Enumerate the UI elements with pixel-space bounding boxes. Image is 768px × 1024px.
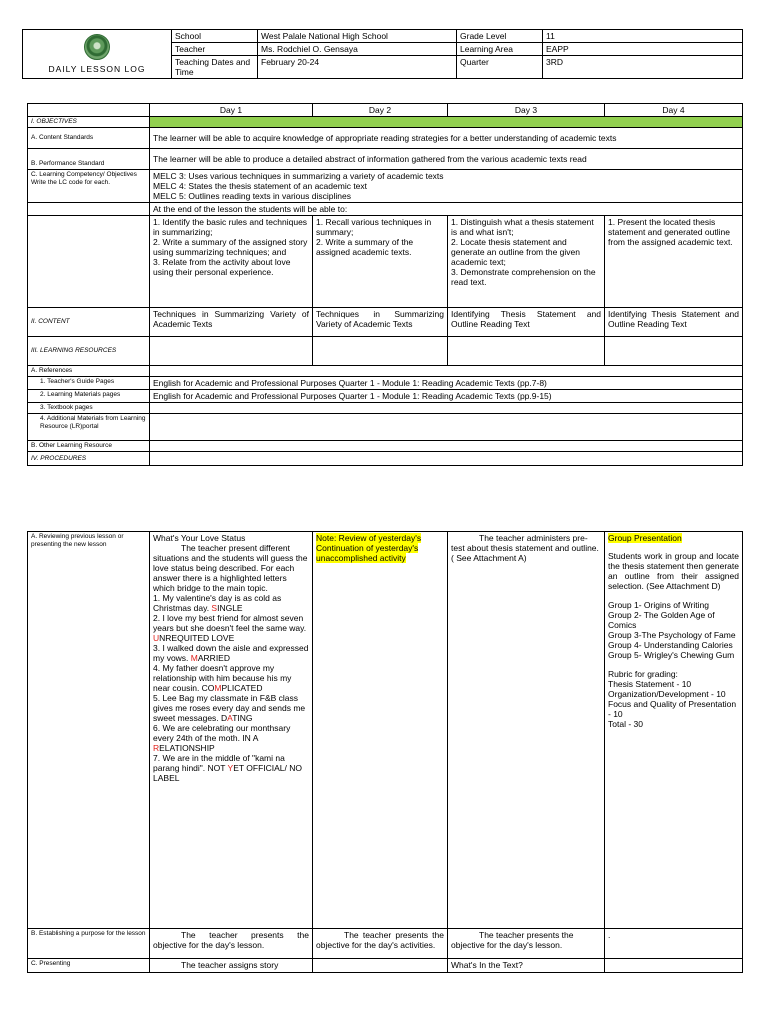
teachers-guide-label: 1. Teacher's Guide Pages bbox=[28, 377, 150, 390]
other-resource-value bbox=[150, 441, 743, 452]
performance-text: The learner will be able to produce a detailed abstract of information gathered from the various academic texts read bbox=[150, 149, 743, 170]
other-resource-label: B. Other Learning Resource bbox=[28, 441, 150, 452]
performance-label: B. Performance Standard bbox=[28, 149, 150, 170]
resources-day-1 bbox=[150, 337, 313, 366]
purpose-day-3: The teacher presents the objective for the day's lesson. bbox=[448, 929, 605, 959]
love-item-2: 2. I love my best friend for almost seven years but she doesn't feel the same way. UNREQUITED LOVE bbox=[153, 613, 307, 643]
rubric-thesis: Thesis Statement - 10 bbox=[608, 679, 692, 689]
quarter-value: 3RD bbox=[543, 56, 743, 79]
purpose-label: B. Establishing a purpose for the lesson bbox=[28, 929, 150, 959]
lesson-end-text: At the end of the lesson the students will be able to: bbox=[150, 203, 743, 216]
objectives-table bbox=[27, 103, 743, 466]
rubric-organization: Organization/Development - 10 Focus and Quality of Presentation - 10 bbox=[608, 689, 737, 719]
textbook-label: 3. Textbook pages bbox=[28, 403, 150, 414]
love-item-6: 6. We are celebrating our monthsary every 24th of the moth. IN A RELATIONSHIP bbox=[153, 723, 291, 753]
review-day-3: The teacher administers pre-test about thesis statement and outline. ( See Attachment A) bbox=[448, 532, 605, 929]
grade-level-label: Grade Level bbox=[457, 30, 543, 43]
day-4-header: Day 4 bbox=[605, 104, 743, 117]
melc-4: MELC 4: States the thesis statement of an academic text bbox=[153, 181, 368, 191]
review-day-2 bbox=[313, 532, 448, 929]
group-2: Group 2- The Golden Age of Comics bbox=[608, 610, 715, 630]
grade-level-value: 11 bbox=[543, 30, 743, 43]
learning-materials-label: 2. Learning Materials pages bbox=[28, 390, 150, 403]
content-day-2: Techniques in Summarizing Variety of Academic Texts bbox=[313, 308, 448, 337]
objectives-day-1: 1. Identify the basic rules and techniques in summarizing; 2. Write a summary of the assigned story using summarizing techniques; and 3. Relate from the activity about love using their personal experience. bbox=[150, 216, 313, 308]
day-3-header: Day 3 bbox=[448, 104, 605, 117]
rubric-title: Rubric for grading: bbox=[608, 669, 678, 679]
objectives-day-4: 1. Present the located thesis statement and generated outline from the assigned academic text. bbox=[605, 216, 743, 308]
objectives-day-2: 1. Recall various techniques in summary; 2. Write a summary of the assigned academic texts. bbox=[313, 216, 448, 308]
school-seal-icon bbox=[84, 34, 110, 60]
teacher-label: Teacher bbox=[172, 43, 258, 56]
procedures-table bbox=[27, 531, 743, 973]
presenting-label: C. Presenting bbox=[28, 959, 150, 973]
learning-materials-value: English for Academic and Professional Purposes Quarter 1 - Module 1: Reading Academic Texts (pp.9-15) bbox=[150, 390, 743, 403]
textbook-value bbox=[150, 403, 743, 414]
procedures-value bbox=[150, 452, 743, 466]
group-1: Group 1- Origins of Writing bbox=[608, 600, 709, 610]
purpose-day-4: . bbox=[605, 929, 743, 959]
teachers-guide-value: English for Academic and Professional Purposes Quarter 1 - Module 1: Reading Academic Texts (pp.7-8) bbox=[150, 377, 743, 390]
corner-cell bbox=[28, 104, 150, 117]
competency-label: C. Learning Competency/ Objectives Write the LC code for each. bbox=[28, 170, 150, 203]
review-day-4 bbox=[605, 532, 743, 929]
obj-label-spacer bbox=[28, 216, 150, 308]
lesson-end-spacer bbox=[28, 203, 150, 216]
content-day-4: Identifying Thesis Statement and Outline Reading Text bbox=[605, 308, 743, 337]
group-3: Group 3-The Psychology of Fame bbox=[608, 630, 736, 640]
love-status-title: What's Your Love Status bbox=[153, 533, 246, 543]
presenting-day-4 bbox=[605, 959, 743, 973]
love-item-3: 3. I walked down the aisle and expressed my vows. MARRIED bbox=[153, 643, 309, 663]
resources-day-3 bbox=[448, 337, 605, 366]
objectives-green-bar bbox=[150, 117, 743, 128]
presenting-day-3: What's In the Text? bbox=[448, 959, 605, 973]
love-item-4: 4. My father doesn't approve my relationship with him because his my near cousin. COMPLICATED bbox=[153, 663, 292, 693]
group-4: Group 4- Understanding Calories bbox=[608, 640, 733, 650]
learning-area-value: EAPP bbox=[543, 43, 743, 56]
content-day-3: Identifying Thesis Statement and Outline Reading Text bbox=[448, 308, 605, 337]
presenting-day-1: The teacher assigns story bbox=[150, 959, 313, 973]
melc-5: MELC 5: Outlines reading texts in various disciplines bbox=[153, 191, 351, 201]
content-day-1: Techniques in Summarizing Variety of Academic Texts bbox=[150, 308, 313, 337]
purpose-day-2: The teacher presents the objective for the day's activities. bbox=[313, 929, 448, 959]
references-value bbox=[150, 366, 743, 377]
objectives-day-3: 1. Distinguish what a thesis statement is and what isn't; 2. Locate thesis statement and generate an outline from the given academic text; 3. Demonstrate comprehension on the read text. bbox=[448, 216, 605, 308]
day-2-note: Note: Review of yesterday's Continuation of yesterday's unaccomplished activity bbox=[316, 533, 422, 563]
resources-heading: III. LEARNING RESOURCES bbox=[28, 337, 150, 366]
review-day-1 bbox=[150, 532, 313, 929]
melc-3: MELC 3: Uses various techniques in summarizing a variety of academic texts bbox=[153, 171, 444, 181]
day-1-header: Day 1 bbox=[150, 104, 313, 117]
melc-list bbox=[150, 170, 743, 203]
quarter-label: Quarter bbox=[457, 56, 543, 79]
love-item-1: 1. My valentine's day is as cold as Christmas day. SINGLE bbox=[153, 593, 282, 613]
school-value: West Palale National High School bbox=[258, 30, 457, 43]
love-item-5: 5. Lee Bag my classmate in F&B class gives me roses every day and sends me sweet messages. DATING bbox=[153, 693, 306, 723]
purpose-day-1: The teacher presents the objective for the day's lesson. bbox=[150, 929, 313, 959]
log-title: DAILY LESSON LOG bbox=[48, 64, 146, 74]
teacher-value: Ms. Rodchiel O. Gensaya bbox=[258, 43, 457, 56]
love-status-intro: The teacher present different situations and the students will guess the love status being described. For each answer there is a highlighted letters which bridge to the main topic. bbox=[153, 543, 308, 593]
group-presentation-title: Group Presentation bbox=[608, 533, 682, 543]
lr-portal-value bbox=[150, 414, 743, 441]
rubric-total: Total - 30 bbox=[608, 719, 643, 729]
content-standards-label: A. Content Standards bbox=[28, 128, 150, 149]
school-label: School bbox=[172, 30, 258, 43]
lr-portal-label: 4. Additional Materials from Learning Resource (LR)portal bbox=[28, 414, 150, 441]
dates-label: Teaching Dates and Time bbox=[172, 56, 258, 79]
content-heading: II. CONTENT bbox=[28, 308, 150, 337]
objectives-heading: I. OBJECTIVES bbox=[28, 117, 150, 128]
dates-value: February 20-24 bbox=[258, 56, 457, 79]
group-presentation-body: Students work in group and locate the thesis statement then generate an outline from their assigned selection. (See Attachment D) bbox=[608, 551, 739, 591]
resources-day-4 bbox=[605, 337, 743, 366]
lesson-log-header bbox=[22, 29, 743, 79]
day-2-header: Day 2 bbox=[313, 104, 448, 117]
presenting-day-2 bbox=[313, 959, 448, 973]
group-5: Group 5- Wrigley's Chewing Gum bbox=[608, 650, 735, 660]
procedures-heading: IV. PROCEDURES bbox=[28, 452, 150, 466]
log-title-cell bbox=[23, 30, 172, 79]
content-standards-text: The learner will be able to acquire knowledge of appropriate reading strategies for a better understanding of academic texts bbox=[150, 128, 743, 149]
learning-area-label: Learning Area bbox=[457, 43, 543, 56]
resources-day-2 bbox=[313, 337, 448, 366]
review-label: A. Reviewing previous lesson or presenting the new lesson bbox=[28, 532, 150, 929]
references-label: A. References bbox=[28, 366, 150, 377]
love-item-7: 7. We are in the middle of "kami na parang hindi". NOT YET OFFICIAL/ NO LABEL bbox=[153, 753, 302, 783]
